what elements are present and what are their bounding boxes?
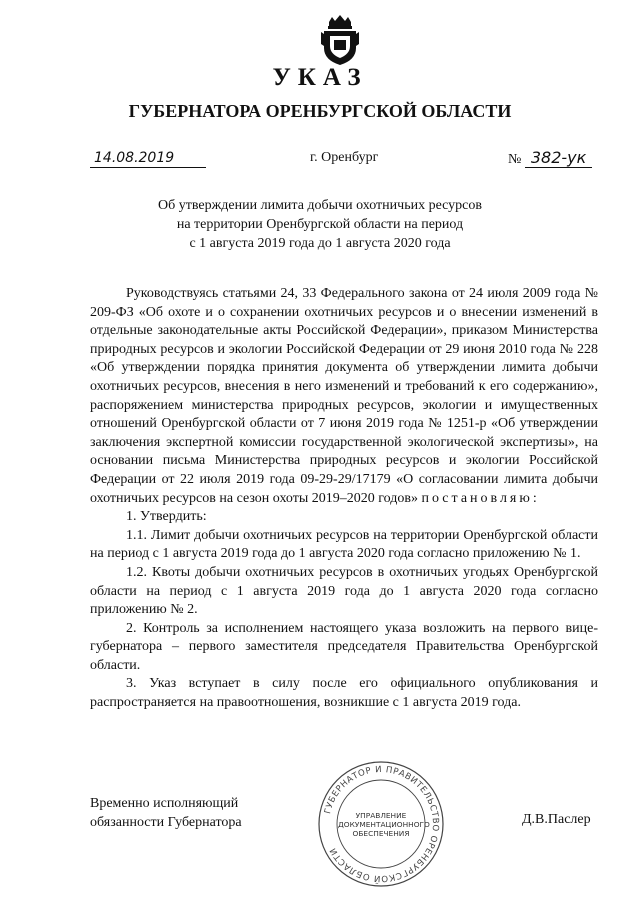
signatory-position xyxy=(90,794,242,832)
item-1: 1. Утвердить: xyxy=(126,509,207,525)
document-date: 14.08.2019 xyxy=(90,149,206,168)
heading-line: с 1 августа 2019 года до 1 августа 2020 года xyxy=(189,236,451,251)
document-title: УКАЗ xyxy=(272,64,368,91)
number-prefix: № xyxy=(508,152,522,167)
decree-word: постановляю: xyxy=(421,490,540,506)
number-value: 382-ук xyxy=(525,148,592,168)
item-2: 2. Контроль за исполнением настоящего указа возложить на первого вице-губернатора – первого заместителя председателя Правительства Оренбургской области. xyxy=(90,620,598,673)
stamp-outer-text: ГУБЕРНАТОР И ПРАВИТЕЛЬСТВО ОРЕНБУРГСКОЙ ОБЛАСТИ xyxy=(323,764,441,884)
oblast-coat-of-arms-icon xyxy=(320,14,360,66)
document-heading xyxy=(100,196,540,253)
stamp-line: ДОКУМЕНТАЦИОННОГО xyxy=(338,820,430,829)
preamble-text: Руководствуясь статьями 24, 33 Федерального закона от 24 июля 2009 года № 209-ФЗ «Об охоте и о сохранении охотничьих ресурсов и о внесении изменений в отдельные законодательные акты Российской Федерации», приказом Министерства природных ресурсов и экологии Российской Федерации от 29 июня 2010 года № 228 «Об утверждении порядка принятия документа об утверждении лимита добычи охотничьих ресурсов, внесения в него изменений и требований к его содержанию», распоряжением министерства природных ресурсов, экологии и имущественных отношений Оренбургской области от 7 июня 2019 года № 1251-р «Об утверждении заключения экспертной комиссии государственной экологической экспертизы», на основании письма Министерства природных ресурсов и экологии Российской Федерации от 22 июля 2019 года 09-29-29/17179 «О согласовании лимита добычи охотничьих ресурсов на сезон охоты 2019–2020 годов» xyxy=(90,286,598,506)
stamp-line: ОБЕСПЕЧЕНИЯ xyxy=(352,829,410,838)
heading-line: на территории Оренбургской области на период xyxy=(176,217,464,232)
stamp-line: УПРАВЛЕНИЕ xyxy=(355,811,407,820)
heading-line: Об утверждении лимита добычи охотничьих ресурсов xyxy=(158,198,482,213)
preamble-paragraph xyxy=(90,285,598,508)
position-line: обязанности Губернатора xyxy=(90,815,242,830)
document-city: г. Оренбург xyxy=(310,150,379,165)
position-line: Временно исполняющий xyxy=(90,796,239,811)
item-1-2: 1.2. Квоты добычи охотничьих ресурсов в охотничьих угодьях Оренбургской области на период с 1 августа 2019 года до 1 августа 2020 года согласно приложению № 2. xyxy=(90,564,598,618)
document-body xyxy=(90,285,598,713)
document-subtitle: ГУБЕРНАТОРА ОРЕНБУРГСКОЙ ОБЛАСТИ xyxy=(128,101,512,121)
item-1-1: 1.1. Лимит добычи охотничьих ресурсов на территории Оренбургской области на период с 1 августа 2019 года до 1 августа 2020 года согласно приложению № 1. xyxy=(90,527,598,562)
stamp-inner-text xyxy=(338,811,430,838)
document-number xyxy=(508,148,592,168)
signatory-name: Д.В.Паслер xyxy=(522,812,591,827)
item-3: 3. Указ вступает в силу после его официального опубликования и распространяется на правоотношения, возникшие с 1 августа 2019 года. xyxy=(90,676,598,711)
